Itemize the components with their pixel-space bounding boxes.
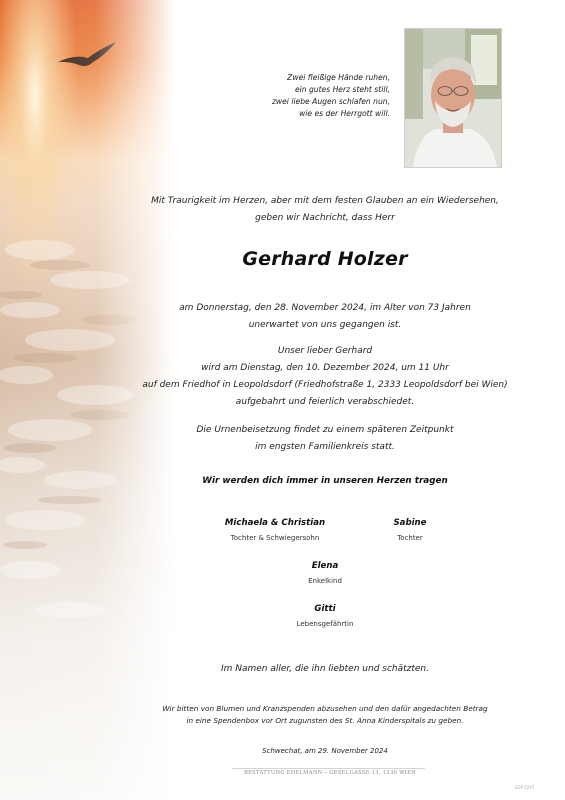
donation-line: Wir bitten von Blumen und Kranzspenden abzusehen und den dafür angedachten Betrag xyxy=(162,704,488,713)
funeral-line: auf dem Friedhof in Leopoldsdorf (Friedhofstraße 1, 2333 Leopoldsdorf bei Wien) xyxy=(142,380,508,390)
death-notice xyxy=(130,300,520,334)
mourner-name: Gitti xyxy=(314,604,336,614)
intro-line: Mit Traurigkeit im Herzen, aber mit dem festen Glauben an ein Wiedersehen, xyxy=(151,196,499,206)
urn-burial-notice xyxy=(130,422,520,456)
poem-line: zwei liebe Augen schlafen nun, xyxy=(271,97,390,106)
mourner-entry xyxy=(365,517,455,544)
mourner-entry xyxy=(205,517,345,544)
intro-line: geben wir Nachricht, dass Herr xyxy=(255,213,395,223)
donation-request xyxy=(130,703,520,727)
motto: Wir werden dich immer in unseren Herzen tragen xyxy=(202,476,448,486)
undertaker-footer: BESTATTUNG EDELMANN – GESELGASSE 13, 1230 WIEN xyxy=(243,770,417,776)
funeral-line: wird am Dienstag, den 10. Dezember 2024, um 11 Uhr xyxy=(201,363,449,373)
deceased-name: Gerhard Holzer xyxy=(242,248,408,270)
poem-line: ein gutes Herz steht still, xyxy=(294,85,390,94)
funeral-line: aufgebahrt und feierlich verabschiedet. xyxy=(235,397,415,407)
funeral-line: Unser lieber Gerhard xyxy=(277,346,373,356)
intro-text xyxy=(130,193,520,227)
footer-divider xyxy=(232,768,425,769)
mourner-name: Michaela & Christian xyxy=(224,518,326,528)
portrait-photo xyxy=(404,28,502,168)
urn-line: im engsten Familienkreis statt. xyxy=(255,442,395,452)
urn-line: Die Urnenbeisetzung findet zu einem späteren Zeitpunkt xyxy=(196,425,454,435)
mourner-entry xyxy=(270,603,380,630)
funeral-details xyxy=(130,343,520,411)
poem-line: Zwei fleißige Hände ruhen, xyxy=(287,73,390,82)
mourner-relation: Tochter xyxy=(397,534,423,542)
mourner-entry xyxy=(280,560,370,587)
document-code: EDP 0247 xyxy=(515,785,535,790)
poem xyxy=(240,72,390,120)
mourner-name: Elena xyxy=(311,561,339,571)
death-line: unerwartet von uns gegangen ist. xyxy=(248,320,402,330)
donation-line: in eine Spendenbox vor Ort zugunsten des St. Anna Kinderspitals zu geben. xyxy=(186,716,464,725)
in-memory-line: Im Namen aller, die ihn liebten und schätzten. xyxy=(220,664,430,674)
poem-line: wie es der Herrgott will. xyxy=(299,109,390,118)
mourner-relation: Lebensgefährtin xyxy=(296,620,354,628)
mourner-name: Sabine xyxy=(393,518,427,528)
mourner-relation: Enkelkind xyxy=(308,577,342,585)
mourner-relation: Tochter & Schwiegersohn xyxy=(230,534,320,542)
death-line: am Donnerstag, den 28. November 2024, im Alter von 73 Jahren xyxy=(179,303,471,313)
place-date: Schwechat, am 29. November 2024 xyxy=(262,747,388,755)
